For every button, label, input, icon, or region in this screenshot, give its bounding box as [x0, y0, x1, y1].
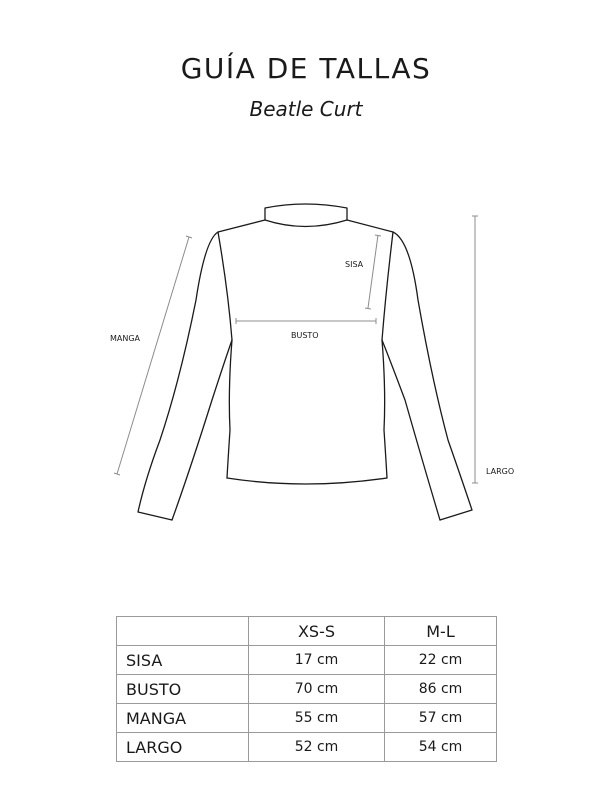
- table-row: [117, 675, 497, 704]
- table-row: [117, 646, 497, 675]
- page-title: GUÍA DE TALLAS: [180, 52, 432, 85]
- table-cell: 17 cm: [249, 646, 385, 675]
- sisa-measure-line: [368, 235, 378, 308]
- measurement-lines: [114, 216, 478, 483]
- table-cell: 55 cm: [249, 704, 385, 733]
- table-cell: 54 cm: [385, 733, 497, 762]
- row-label: MANGA: [117, 704, 249, 733]
- row-label: LARGO: [117, 733, 249, 762]
- row-label: SISA: [117, 646, 249, 675]
- table-row: [117, 704, 497, 733]
- table-cell: 52 cm: [249, 733, 385, 762]
- table-cell: 70 cm: [249, 675, 385, 704]
- table-header-cell: [117, 617, 249, 646]
- largo-label: LARGO: [486, 467, 515, 476]
- table-header-row: [117, 617, 497, 646]
- table-row: [117, 733, 497, 762]
- table-header-cell: M-L: [385, 617, 497, 646]
- product-name: Beatle Curt: [249, 97, 363, 121]
- manga-measure-line: [117, 237, 189, 474]
- size-table: [116, 616, 497, 762]
- turtleneck-outline: [138, 204, 472, 520]
- busto-label: BUSTO: [291, 331, 319, 340]
- manga-label: MANGA: [110, 334, 141, 343]
- table-cell: 86 cm: [385, 675, 497, 704]
- table-header-cell: XS-S: [249, 617, 385, 646]
- table-cell: 22 cm: [385, 646, 497, 675]
- table-cell: 57 cm: [385, 704, 497, 733]
- row-label: BUSTO: [117, 675, 249, 704]
- sisa-label: SISA: [345, 260, 364, 269]
